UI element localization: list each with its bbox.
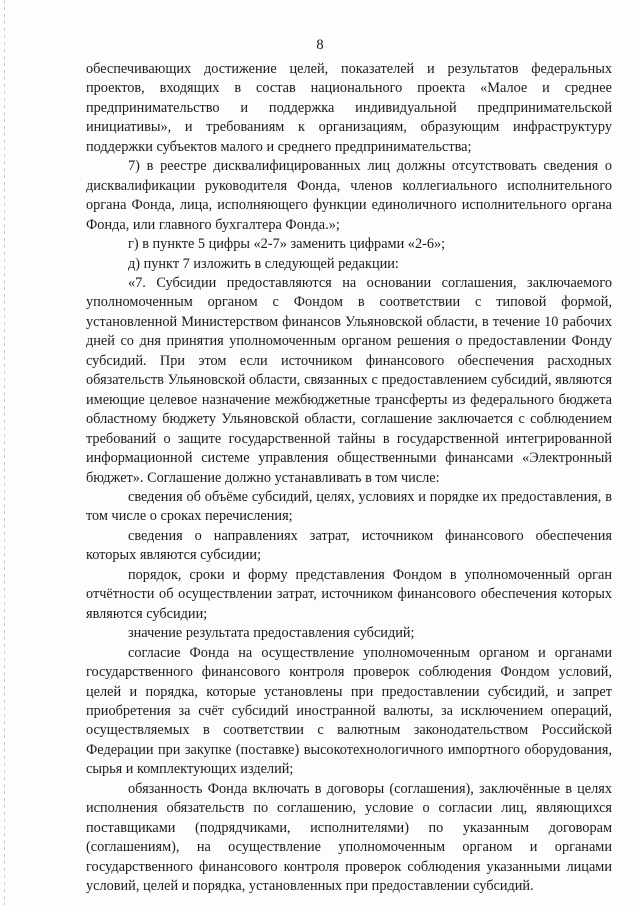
- scan-edge-mark: [4, 0, 5, 905]
- paragraph-reporting: порядок, сроки и форму представления Фондом в уполномоченный орган отчётности об осуществлении затрат, источником финансового обеспечения которых являются субсидии;: [86, 566, 612, 622]
- paragraph-item-g: г) в пункте 5 цифры «2-7» заменить цифрами «2-6»;: [128, 236, 446, 253]
- paragraph-item-7: 7) в реестре дисквалифицированных лиц должны отсутствовать сведения о дисквалификации руководителя Фонда, членов коллегиального исполнительного органа Фонда, лица, исполняющего функции единоличного исполнительного органа Фонда, или главного бухгалтера Фонда.»;: [86, 158, 612, 233]
- paragraph-consent: согласие Фонда на осуществление уполномоченным органом и органами государственного финансового контроля проверок соблюдения Фондом условий, целей и порядка, которые установлены при предоставлении субсидий, и запрет приобретения за счёт субсидий иностранной валюты, за исключением операций, осуществляемых в соответствии с валютным законодательством Российской Федерации при закупке (поставке) высокотехнологичного импортного оборудования, сырья и комплектующих изделий;: [86, 644, 612, 778]
- paragraph-continuation: обеспечивающих достижение целей, показателей и результатов федеральных проектов, входящих в состав национального проекта «Малое и среднее предпринимательство и поддержка индивидуальной предпринимательской инициативы», и требованиям к организациям, образующим инфраструктуру поддержки субъектов малого и среднего предпринимательства;: [86, 61, 612, 155]
- paragraph-cost-directions: сведения о направлениях затрат, источником финансового обеспечения которых являются субсидии;: [86, 527, 612, 564]
- paragraph-obligation: обязанность Фонда включать в договоры (соглашения), заключённые в целях исполнения обязательств по соглашению, условие о согласии лиц, являющихся поставщиками (подрядчиками, исполнителями) по указанным договорам (соглашениям), на осуществление уполномоченным органом и органами государственного финансового контроля проверок соблюдения указанными лицами условий, целей и порядка, установленных при предоставлении субсидий.: [86, 780, 612, 895]
- paragraph-result-value: значение результата предоставления субсидий;: [128, 625, 415, 642]
- paragraph-subsidy-amount: сведения об объёме субсидий, целях, условиях и порядке их предоставления, в том числе о сроках перечисления;: [86, 488, 612, 525]
- paragraph-clause-7: «7. Субсидии предоставляются на основании соглашения, заключаемого уполномоченным органом с Фондом в соответствии с типовой формой, установленной Министерством финансов Ульяновской области, в течение 10 рабочих дней со дня принятия уполномоченным органом решения о предоставлении Фонду субсидий. При этом если источником финансового обеспечения расходных обязательств Ульяновской области, связанных с предоставлением субсидий, являются имеющие целевое назначение межбюджетные трансферты из федерального бюджета областному бюджету Ульяновской области, соглашение заключается с соблюдением требований о защите государственной тайны в государственной интегрированной информационной системе управления общественными финансами «Электронный бюджет». Соглашение должно устанавливать в том числе:: [86, 274, 612, 486]
- paragraph-item-d: д) пункт 7 изложить в следующей редакции:: [128, 255, 399, 272]
- page-number: 8: [316, 37, 324, 53]
- document-body: [86, 60, 612, 896]
